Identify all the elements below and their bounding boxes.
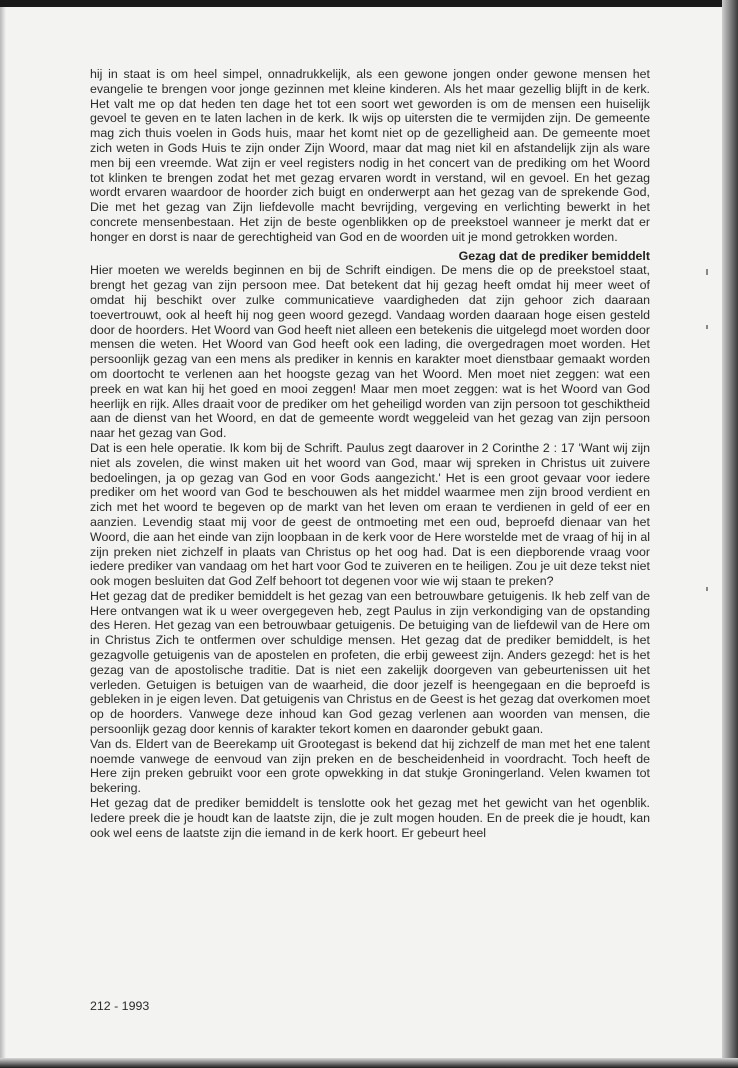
paragraph: Het gezag dat de prediker bemiddelt is het gezag van een betrouwbare getuigenis. Ik heb zelf van de Here ontvangen wat ik u weer overgegeven heb, zegt Paulus in zijn verkondiging van de opstanding des Heren. Het gezag van een betrouwbaar getuigenis. De betuiging van de liefdewil van de Here om in Christus Zich te ontfermen over schuldige mensen. Het gezag dat de prediker bemiddelt, is het gezagvolle getuigenis van de apostelen en profeten, die erbij geweest zijn. Anders gezegd: het is het gezag van de apostolische traditie. Dat is niet een zakelijk doorgeven van gebeurtenissen uit het verleden. Getuigen is betuigen van de waarheid, die door jezelf is heengegaan en die beproefd is gebleken in je eigen leven. Dat getuigenis van Christus en de Geest is het gezag dat overkomen moet op de hoorders. Vanwege deze inhoud kan God gezag verlenen aan woorden van mensen, die persoonlijk gezag door kennis of karakter tekort komen en daaronder gebukt gaan. (90, 588, 650, 737)
paragraph: Dat is een hele operatie. Ik kom bij de Schrift. Paulus zegt daarover in 2 Corinthe 2 : 17 'Want wij zijn niet als zovelen, die winst maken uit het woord van God, maar wij spreken in Christus uit zuivere bedoelingen, ja op gezag van God en voor Gods aangezicht.' Het is een groot gevaar voor iedere prediker om het woord van God te beschouwen als het middel waarmee men zijn brood verdient en zich met het woord te begeven op de markt van het leven om eraan te verdienen in geld of eer en aanzien. Levendig staat mij voor de geest de ontmoeting met een oud, beproefd dienaar van het Woord, die aan het einde van zijn loopbaan in de kerk voor de Here worstelde met de vraag of hij in al zijn preken niet zichzelf in plaats van Christus op het oog had. Dat is een diepborende vraag voor iedere prediker van vandaag om het hart voor God te zuiveren en te heiligen. Zou je uit deze tekst niet ook mogen besluiten dat God Zelf behoort tot degenen voor wie wij staan te preken? (90, 440, 650, 589)
scan-speck (706, 325, 708, 329)
scan-top-border (0, 0, 738, 7)
paragraph: Van ds. Eldert van de Beerekamp uit Grootegast is bekend dat hij zichzelf de man met het ene talent noemde vanwege de eenvoud van zijn preken en de bescheidenheid in voordracht. Toch heeft de Here zijn preken gebruikt voor een grote opwekking in dat stukje Groningerland. Velen kwamen tot bekering. (90, 736, 650, 796)
paragraph: Het gezag dat de prediker bemiddelt is tenslotte ook het gezag met het gewicht van het ogenblik. Iedere preek die je houdt kan de laatste zijn, die je zult mogen houden. En de preek die je houdt, kan ook wel eens de laatste zijn die iemand in de kerk hoort. Er gebeurt heel (90, 796, 650, 840)
page-number: 212 - 1993 (90, 999, 150, 1013)
scan-bottom-edge (0, 1058, 738, 1068)
scan-speck (706, 269, 708, 275)
paragraph: hij in staat is om heel simpel, onnadrukkelijk, als een gewone jongen onder gewone mensen het evangelie te brengen voor jonge gezinnen met kleine kinderen. Als het maar gezellig blijft in de kerk. Het valt me op dat heden ten dage het tot een soort wet geworden is om de mensen een huiselijk gevoel te geven en te laten lachen in de kerk. Ik wijs op uitersten die te vermijden zijn. De gemeente mag zich thuis voelen in Gods huis, maar het komt niet op de gezelligheid aan. De gemeente moet zich weten in Gods Huis te zijn onder Zijn Woord, maar dat mag niet kil en afstandelijk zijn als ware men bij een vreemde. Wat zijn er veel registers nodig in het concert van de prediking om het Woord tot klinken te brengen zodat het met gezag ervaren wordt in verstand, wil en gevoel. En het gezag wordt ervaren waardoor de hoorder zich buigt en onderwerpt aan het gezag van de sprekende God, Die met het gezag van Zijn liefdevolle macht bevrijding, vergeving en verlichting bewerkt in het concrete mensenbestaan. Het zijn de beste ogenblikken op de preekstoel wanneer je merkt dat er honger en dorst is naar de gerechtigheid van God en de woorden uit je mond getrokken worden. (90, 67, 650, 244)
scan-right-edge (722, 0, 738, 1068)
body-text (90, 67, 650, 840)
document-page (6, 7, 722, 1058)
paragraph: Hier moeten we werelds beginnen en bij de Schrift eindigen. De mens die op de preekstoel staat, brengt het gezag van zijn persoon mee. Dat betekent dat hij gezag heeft omdat hij meer weet of omdat hij beschikt over zulke communicatieve vaardigheden dat zijn gehoor zich daaraan toevertrouwt, ook al heeft hij nog geen woord gezegd. Vandaag worden daaraan hoge eisen gesteld door de hoorders. Het Woord van God heeft niet alleen een betekenis die uitgelegd moet worden door mensen die weten. Het Woord van God heeft ook een lading, die overgedragen moet worden. Het persoonlijk gezag van een mens als prediker in kennis en karakter moet dienstbaar gemaakt worden om doortocht te verlenen aan het hoogste gezag van het Woord. Men moet niet zeggen: wat een preek en wat kan hij het goed en mooi zeggen! Maar men moet zeggen: wat is het Woord van God heerlijk en rijk. Alles draait voor de prediker om het geheiligd worden van zijn persoon tot geschiktheid aan de dienst van het Woord, en dat de gemeente wordt weggeleid van het gezag van zijn persoon naar het gezag van God. (90, 263, 650, 441)
scan-speck (706, 587, 708, 591)
section-heading: Gezag dat de prediker bemiddelt (458, 248, 650, 263)
